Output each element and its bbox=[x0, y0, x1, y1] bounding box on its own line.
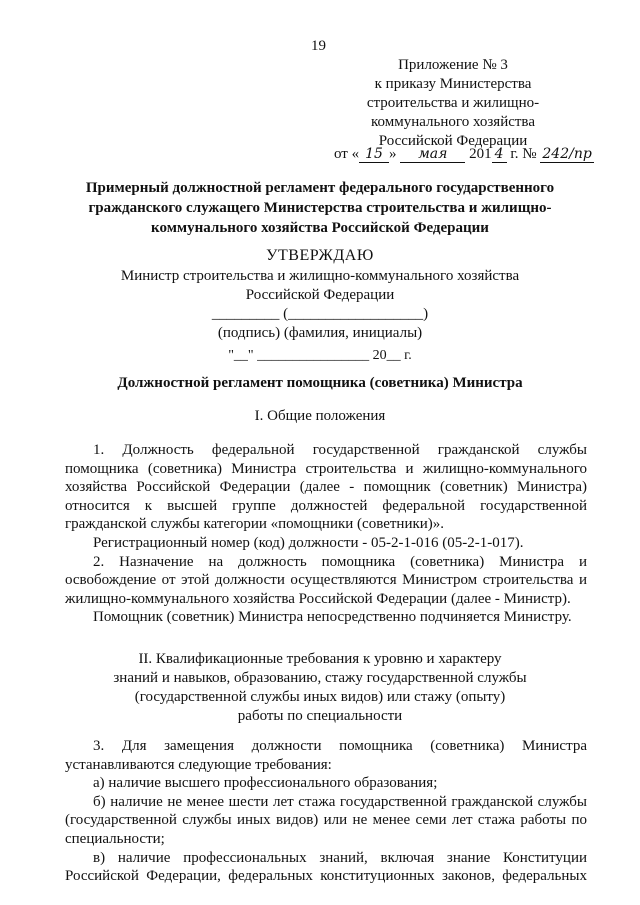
order-date bbox=[334, 146, 624, 163]
approval-line: Министр строительства и жилищно-коммунального хозяйства bbox=[120, 268, 520, 284]
handwritten-year-digit: 4 bbox=[492, 146, 507, 163]
annex-line: Приложение № 3 bbox=[398, 57, 508, 73]
annex-line: к приказу Министерства bbox=[374, 76, 532, 92]
handwritten-order-number: 242/пр bbox=[542, 146, 592, 162]
section-heading-qualifications bbox=[60, 650, 580, 726]
annex-line: коммунального хозяйства bbox=[371, 114, 535, 130]
date-number-prefix: г. № bbox=[510, 146, 537, 162]
date-year-prefix: 201 bbox=[469, 146, 492, 162]
section-heading-general: I. Общие положения bbox=[254, 408, 386, 424]
paragraph: в) наличие профессиональных знаний, включая знание Конституции Российской Федерации, федеральных конституционных законов, федеральных bbox=[65, 849, 587, 885]
approval-line: Российской Федерации bbox=[245, 287, 395, 303]
heading-line: (государственной службы иных видов) или стажу (опыту) bbox=[134, 689, 506, 705]
section-body-qualifications bbox=[65, 737, 587, 886]
handwritten-month: мая bbox=[400, 146, 465, 163]
date-sep: » bbox=[388, 146, 397, 162]
signature-labels: (подпись) (фамилия, инициалы) bbox=[217, 325, 423, 341]
handwritten-day: 15 bbox=[359, 146, 389, 163]
document-title bbox=[70, 178, 570, 238]
approval-date-line: "__" ________________ 20__ г. bbox=[228, 348, 412, 363]
approval-block bbox=[80, 246, 560, 365]
paragraph: Помощник (советник) Министра непосредственно подчиняется Министру. bbox=[93, 609, 572, 626]
paragraph: 1. Должность федеральной государственной гражданской службы помощника (советника) Министра строительства и жилищно-коммунального хозяйства Российской Федерации (далее - помощник (советник) Министра) относится к высшей группе должностей федеральной государственной гражданской службы категории «помощники (советники)». bbox=[65, 442, 587, 533]
paragraph: 3. Для замещения должности помощника (советника) Министра устанавливаются следующие требования: bbox=[65, 738, 587, 773]
paragraph: Регистрационный номер (код) должности - 05-2-1-016 (05-2-1-017). bbox=[93, 534, 524, 551]
annex-line: строительства и жилищно- bbox=[366, 95, 540, 111]
heading-line: знаний и навыков, образованию, стажу государственной службы bbox=[113, 670, 527, 686]
regulation-subtitle: Должностной регламент помощника (советника) Министра bbox=[117, 375, 523, 391]
heading-line: работы по специальности bbox=[237, 708, 403, 724]
annex-line: Российской Федерации bbox=[378, 133, 528, 149]
title-line: коммунального хозяйства Российской Федерации bbox=[151, 220, 489, 236]
title-line: Примерный должностной регламент федерального государственного bbox=[85, 180, 555, 196]
page-number: 19 bbox=[311, 38, 326, 54]
approval-heading: УТВЕРЖДАЮ bbox=[266, 247, 374, 264]
annex-header bbox=[318, 56, 588, 151]
paragraph: а) наличие высшего профессионального образования; bbox=[93, 775, 438, 792]
paragraph: 2. Назначение на должность помощника (советника) Министра и освобождение от этой должности осуществляются Министром строительства и жилищно-коммунального хозяйства Российской Федерации (далее - Министр). bbox=[65, 553, 587, 607]
heading-line: II. Квалификационные требования к уровню и характеру bbox=[138, 651, 502, 667]
title-line: гражданского служащего Министерства строительства и жилищно- bbox=[88, 200, 552, 216]
signature-blank: _________ (__________________) bbox=[211, 306, 429, 322]
date-prefix: от « bbox=[334, 146, 360, 162]
section-body-general bbox=[65, 441, 587, 627]
paragraph: б) наличие не менее шести лет стажа государственной гражданской службы (государственной службы иных видов) или не менее семи лет стажа работы по специальности; bbox=[65, 793, 587, 847]
